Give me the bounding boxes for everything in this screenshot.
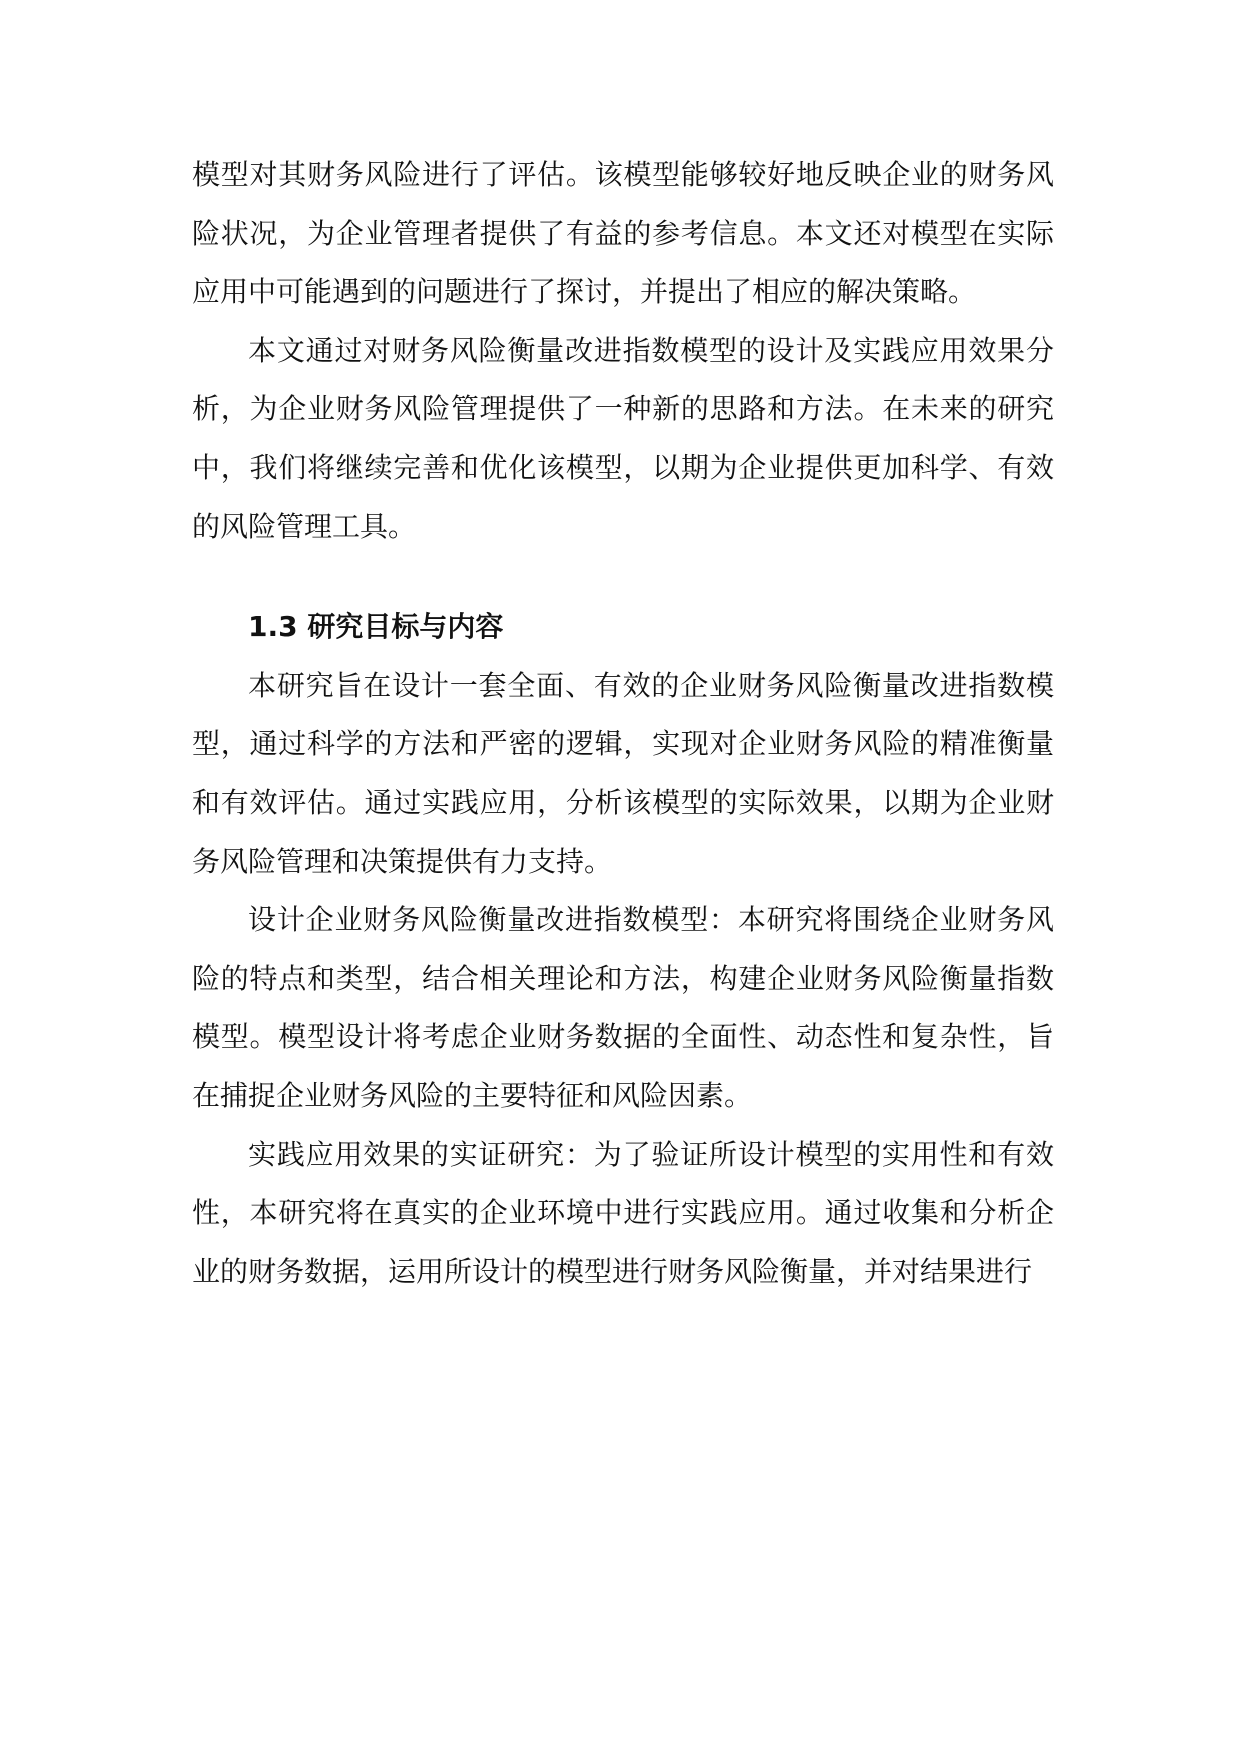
- page-content: [192, 146, 1054, 1301]
- section-heading: 1.3 研究目标与内容: [248, 610, 504, 644]
- paragraph-5: 实践应用效果的实证研究：为了验证所设计模型的实用性和有效性，本研究将在真实的企业环境中进行实践应用。通过收集和分析企业的财务数据，运用所设计的模型进行财务风险衡量，并对结果进行: [192, 1137, 1054, 1288]
- paragraph-4: 设计企业财务风险衡量改进指数模型：本研究将围绕企业财务风险的特点和类型，结合相关理论和方法，构建企业财务风险衡量指数模型。模型设计将考虑企业财务数据的全面性、动态性和复杂性，旨在捕捉企业财务风险的主要特征和风险因素。: [192, 903, 1054, 1112]
- paragraph-3: 本研究旨在设计一套全面、有效的企业财务风险衡量改进指数模型，通过科学的方法和严密的逻辑，实现对企业财务风险的精准衡量和有效评估。通过实践应用，分析该模型的实际效果，以期为企业财务风险管理和决策提供有力支持。: [192, 668, 1054, 878]
- paragraph-1: 模型对其财务风险进行了评估。该模型能够较好地反映企业的财务风险状况，为企业管理者提供了有益的参考信息。本文还对模型在实际应用中可能遇到的问题进行了探讨，并提出了相应的解决策略。: [192, 158, 1054, 309]
- paragraph-2: 本文通过对财务风险衡量改进指数模型的设计及实践应用效果分析，为企业财务风险管理提供了一种新的思路和方法。在未来的研究中，我们将继续完善和优化该模型，以期为企业提供更加科学、有效的风险管理工具。: [192, 333, 1054, 543]
